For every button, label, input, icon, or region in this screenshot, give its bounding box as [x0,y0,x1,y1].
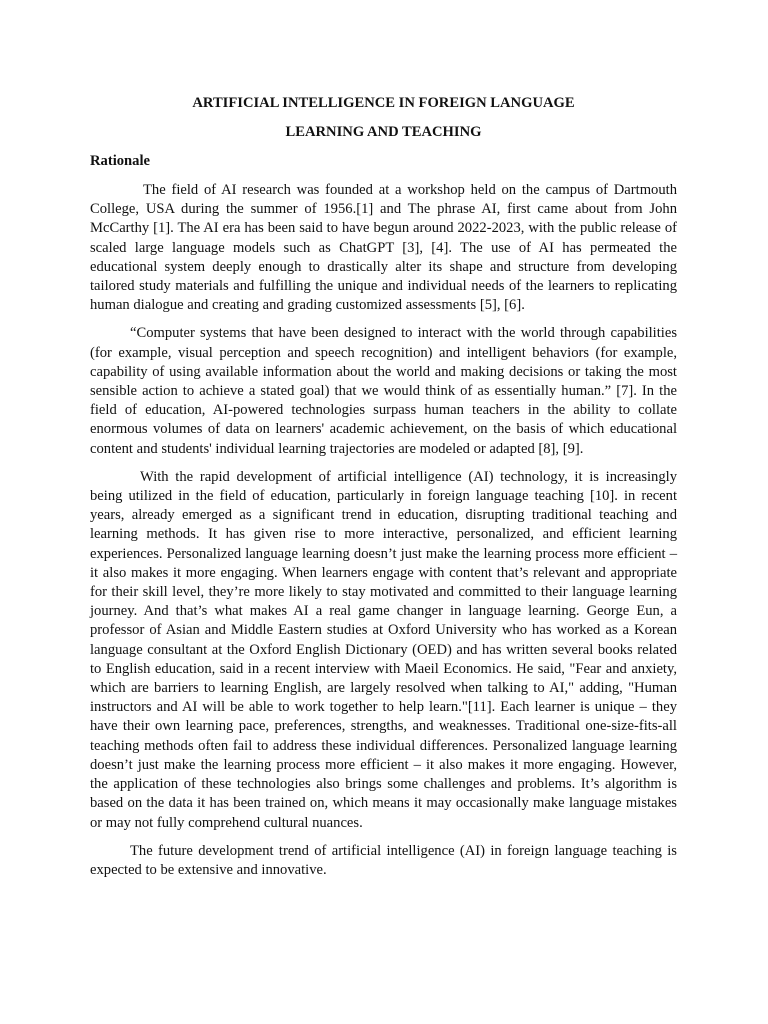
document-title-line-2: LEARNING AND TEACHING [285,124,482,140]
paragraph-1: The field of AI research was founded at a workshop held on the campus of Dartmouth College, USA during the summer of 1956.[1] and The phrase AI, first came about from John McCarthy [1]. The AI era has been said to have begun around 2022-2023, with the public release of scaled large language models such as ChatGPT [3], [4]. The use of AI has permeated the educational system deeply enough to drastically alter its shape and structure from developing tailored study materials and fulfilling the unique and individual needs of the learners to replicating human dialogue and creating and grading customized assessments [5], [6]. [90,182,677,314]
document-title-line-1: ARTIFICIAL INTELLIGENCE IN FOREIGN LANGUAGE [192,95,575,111]
section-heading-rationale: Rationale [90,153,150,169]
paragraph-4: The future development trend of artificial intelligence (AI) in foreign language teaching is expected to be extensive and innovative. [90,842,677,878]
paragraph-3: With the rapid development of artificial intelligence (AI) technology, it is increasingly being utilized in the field of education, particularly in foreign language teaching [10]. in recent years, already emerged as a significant trend in education, disrupting traditional teaching and learning methods. It has given rise to more interactive, personalized, and efficient learning experiences. Personalized language learning doesn’t just make the learning process more efficient – it also makes it more engaging. When learners engage with content that’s relevant and appropriate for their skill level, they’re more likely to stay motivated and committed to their language learning journey. And that’s what makes AI a real game changer in language learning. George Eun, a professor of Asian and Middle Eastern studies at Oxford University who has worked as a Korean language consultant at the Oxford English Dictionary (OED) and has written several books related to English education, said in a recent interview with Maeil Economics. He said, "Fear and anxiety, which are barriers to learning English, are largely resolved when talking to AI," adding, "Human instructors and AI will be able to work together to help learn."[11]. Each learner is unique – they have their own learning pace, preferences, strengths, and weaknesses. Traditional one-size-fits-all teaching methods often fail to address these individual differences. Personalized language learning doesn’t just make the learning process more efficient – it also makes it more engaging. However, the application of these technologies also brings some challenges and problems. It’s algorithm is based on the data it has been trained on, which means it may occasionally make language mistakes or may not fully comprehend cultural nuances. [90,468,677,831]
paragraph-2: “Computer systems that have been designed to interact with the world through capabilities (for example, visual perception and speech recognition) and intelligent behaviors (for example, capability of using available information about the world and making decisions or taking the most sensible action to achieve a stated goal) that we would think of as essentially human.” [7]. In the field of education, AI-powered technologies surpass human teachers in the ability to collate enormous volumes of data on learners' academic achievement, on the basis of which educational content and students' individual learning trajectories are modeled or adapted [8], [9]. [90,325,677,457]
